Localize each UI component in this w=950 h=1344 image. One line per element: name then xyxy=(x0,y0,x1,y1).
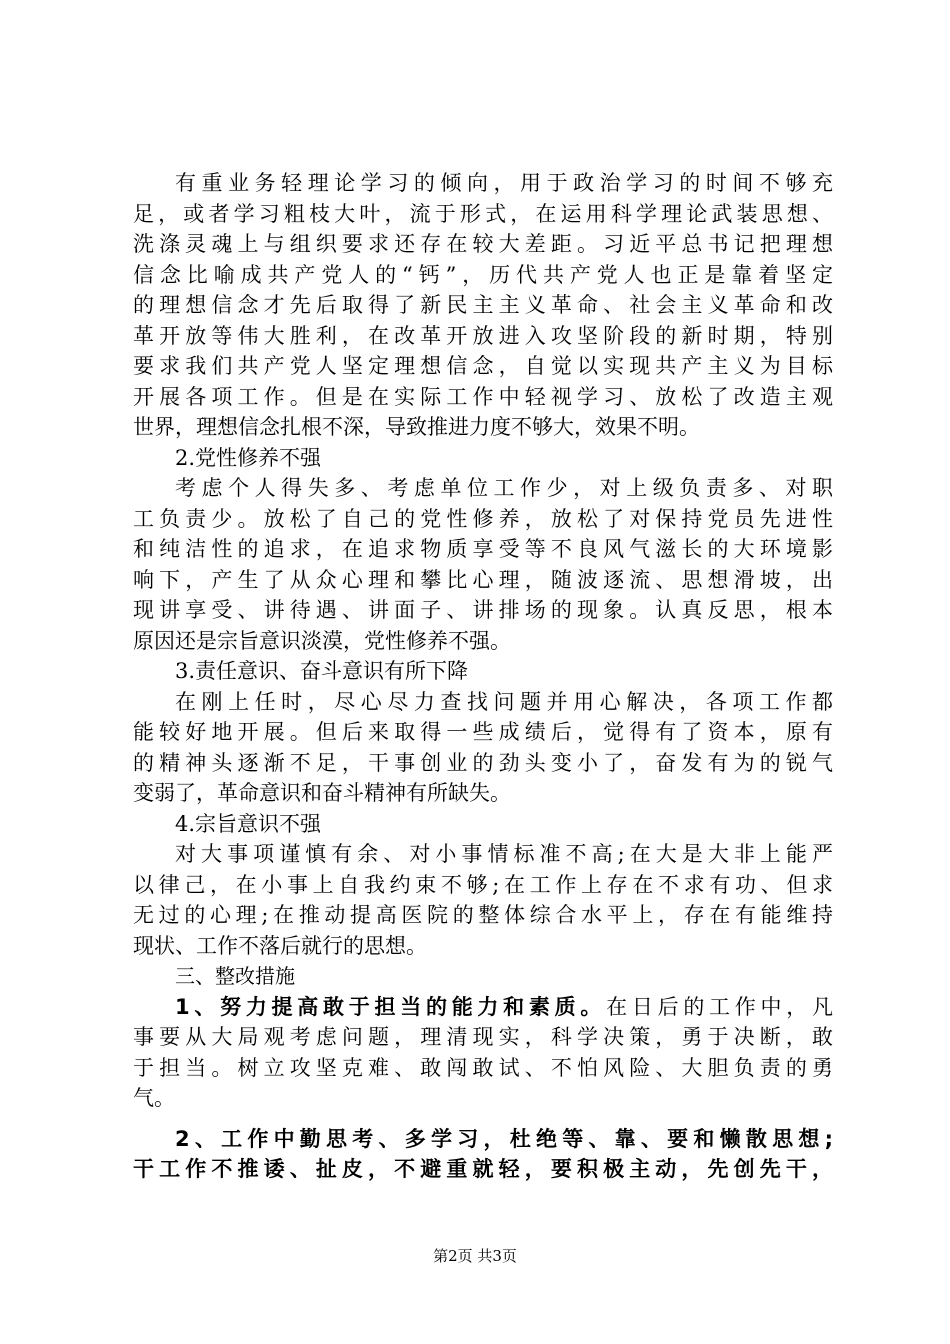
paragraph-line: 洗涤灵魂上与组织要求还存在较大差距。习近平总书记把理想 xyxy=(133,232,833,256)
paragraph-line: 气。 xyxy=(133,1086,175,1110)
paragraph-line: 世界，理想信念扎根不深，导致推进力度不够大，效果不明。 xyxy=(133,415,700,439)
section-heading: 2.党性修养不强 xyxy=(175,445,322,470)
paragraph-line: 有重业务轻理论学习的倾向，用于政治学习的时间不够充 xyxy=(175,171,833,195)
paragraph-line: 无过的心理;在推动提高医院的整体综合水平上，存在有能维持 xyxy=(133,903,833,927)
paragraph-line: 现讲享受、讲待遇、讲面子、讲排场的现象。认真反思，根本 xyxy=(133,598,833,622)
paragraph-line: 革开放等伟大胜利，在改革开放进入攻坚阶段的新时期，特别 xyxy=(133,323,833,348)
paragraph-line: 的精神头逐渐不足，干事创业的劲头变小了，奋发有为的锐气 xyxy=(133,750,833,775)
paragraph-line: 能较好地开展。但后来取得一些成绩后，觉得有了资本，原有 xyxy=(133,720,833,744)
section-heading: 4.宗旨意识不强 xyxy=(175,811,322,836)
paragraph-line: 变弱了，革命意识和奋斗精神有所缺失。 xyxy=(133,781,511,805)
paragraph-line: 足，或者学习粗枝大叶，流于形式，在运用科学理论武装思想、 xyxy=(133,201,833,226)
measure-line xyxy=(133,992,833,1023)
paragraph-line: 现状、工作不落后就行的思想。 xyxy=(133,933,427,958)
measure-bold-line: 干工作不推诿、扯皮，不避重就轻，要积极主动，先创先干， xyxy=(133,1157,833,1181)
document-body xyxy=(133,168,833,1185)
chapter-heading: 三、整改措施 xyxy=(175,964,295,988)
paragraph-line: 原因还是宗旨意识淡漠，党性修养不强。 xyxy=(133,628,511,653)
paragraph-line: 对大事项谨慎有余、对小事情标准不高;在大是大非上能严 xyxy=(175,842,833,866)
paragraph-line: 信念比喻成共产党人的“钙”，历代共产党人也正是靠着坚定 xyxy=(133,262,833,287)
spacer xyxy=(133,1114,833,1124)
paragraph-line: 要求我们共产党人坚定理想信念，自觉以实现共产主义为目标 xyxy=(133,354,833,378)
section-heading: 3.责任意识、奋斗意识有所下降 xyxy=(175,659,469,683)
paragraph-line: 于担当。树立攻坚克难、敢闯敢试、不怕风险、大胆负责的勇 xyxy=(133,1055,833,1080)
paragraph-line: 在刚上任时，尽心尽力查找问题并用心解决，各项工作都 xyxy=(175,689,833,714)
paragraph-line: 响下，产生了从众心理和攀比心理，随波逐流、思想滑坡，出 xyxy=(133,567,833,592)
measure-title: 1、努力提高敢于担当的能力和素质。 xyxy=(175,994,607,1019)
paragraph-line: 工负责少。放松了自己的党性修养，放松了对保持党员先进性 xyxy=(133,506,833,531)
paragraph-line: 的理想信念才先后取得了新民主主义革命、社会主义革命和改 xyxy=(133,293,833,317)
paragraph-line: 考虑个人得失多、考虑单位工作少，对上级负责多、对职 xyxy=(175,476,833,500)
measure-bold-line: 2、工作中勤思考、多学习，杜绝等、靠、要和懒散思想; xyxy=(175,1126,833,1151)
page-number-footer: 第2页 共3页 xyxy=(433,1247,517,1265)
measure-text: 在日后的工作中，凡 xyxy=(606,994,833,1019)
paragraph-line: 事要从大局观考虑问题，理清现实，科学决策，勇于决断，敢 xyxy=(133,1025,833,1049)
paragraph-line: 以律己，在小事上自我约束不够;在工作上存在不求有功、但求 xyxy=(133,872,833,897)
paragraph-line: 和纯洁性的追求，在追求物质享受等不良风气滋长的大环境影 xyxy=(133,537,833,561)
paragraph-line: 开展各项工作。但是在实际工作中轻视学习、放松了改造主观 xyxy=(133,384,833,409)
